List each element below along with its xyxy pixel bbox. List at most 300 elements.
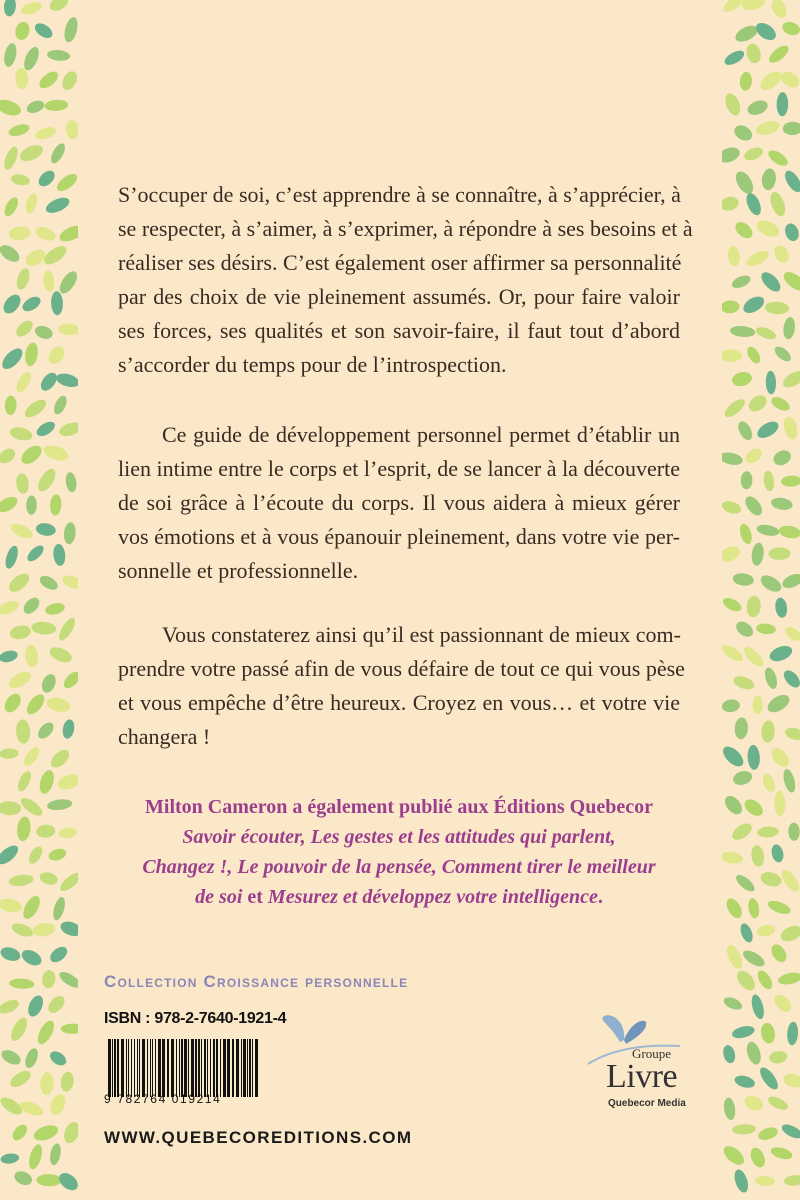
leaf-shape (733, 1074, 756, 1090)
leaf-shape (723, 896, 745, 921)
leaf-shape (34, 224, 58, 244)
leaf-shape (39, 672, 58, 695)
leaf-shape (748, 1146, 768, 1170)
leaf-shape (732, 1168, 751, 1194)
leaf-shape (58, 420, 78, 439)
leaf-shape (20, 294, 43, 314)
leaf-shape (54, 171, 78, 195)
leaf-shape (14, 267, 32, 292)
book-titles: Changez !, Le pouvoir de la pensée, Comment tirer le meilleur (142, 856, 656, 878)
leaf-shape (0, 291, 24, 316)
leaf-shape (753, 696, 763, 715)
leaf-shape (761, 772, 778, 794)
leaf-shape (722, 48, 746, 68)
barcode-bar (167, 1039, 169, 1097)
leaf-shape (750, 844, 765, 867)
leaf-shape (747, 745, 760, 771)
barcode-bar (243, 1039, 246, 1097)
barcode-bar (108, 1039, 111, 1097)
leaf-shape (47, 944, 70, 965)
leaf-shape (27, 1143, 45, 1171)
leaf-shape (722, 145, 742, 166)
leaf-shape (722, 793, 745, 818)
leaf-shape (18, 142, 46, 165)
leaf-shape (738, 522, 754, 545)
leaf-shape (8, 873, 34, 887)
leaf-shape (59, 69, 78, 93)
leaf-shape (12, 1169, 34, 1188)
leaf-shape (761, 168, 778, 192)
barcode-bar (134, 1039, 135, 1097)
leaf-shape (14, 370, 34, 395)
leaf-shape (45, 696, 71, 714)
leaf-shape (23, 1047, 41, 1070)
barcode-bar (137, 1039, 138, 1097)
leaf-shape (732, 219, 755, 242)
leaf-shape (52, 543, 66, 566)
leaf-border-right (722, 0, 800, 1200)
paragraph-line: lien intime entre le corps et l’esprit, de se lancer à la découverte (118, 456, 680, 481)
leaf-shape (744, 191, 764, 217)
barcode-bar (236, 1039, 239, 1097)
leaf-shape (781, 667, 800, 690)
barcode-bar (147, 1039, 148, 1097)
leaf-shape (25, 98, 46, 115)
leaf-shape (732, 169, 756, 197)
leaf-shape (59, 1071, 75, 1093)
leaf-shape (18, 1099, 45, 1119)
leaf-shape (742, 145, 764, 163)
leaf-shape (65, 472, 78, 493)
leaf-shape (754, 325, 777, 342)
leaf-shape (722, 995, 744, 1012)
barcode-bar (207, 1039, 208, 1097)
leaf-shape (722, 850, 744, 864)
leaf-shape (9, 978, 35, 990)
leaf-shape (758, 269, 784, 295)
leaf-shape (61, 1120, 78, 1146)
leaf-shape (722, 543, 742, 564)
leaf-shape (41, 969, 56, 989)
leaf-shape (51, 896, 67, 922)
leaf-shape (765, 691, 793, 716)
leaf-shape (755, 968, 775, 992)
leaf-shape (33, 324, 54, 341)
leaf-shape (48, 747, 73, 771)
leaf-shape (47, 644, 74, 665)
groupe-livre-logo (580, 1014, 710, 1114)
leaf-shape (46, 343, 68, 367)
leaf-shape (745, 98, 769, 118)
leaf-shape (0, 1152, 20, 1164)
leaf-shape (1, 145, 20, 172)
leaf-shape (42, 270, 55, 292)
barcode-bar (152, 1039, 153, 1097)
leaf-shape (745, 344, 763, 365)
leaf-shape (46, 798, 72, 811)
leaf-shape (754, 217, 782, 240)
barcode-bar (150, 1039, 151, 1097)
leaf-shape (0, 345, 26, 373)
leaf-shape (780, 571, 800, 591)
leaf-shape (778, 923, 800, 945)
leaf-shape (13, 20, 31, 41)
leaf-shape (727, 246, 741, 267)
website-url: WWW.QUEBECOREDITIONS.COM (104, 1128, 413, 1147)
leaf-shape (18, 442, 45, 467)
barcode-bar (117, 1039, 119, 1097)
leaf-shape (757, 68, 785, 94)
leaf-shape (36, 1174, 61, 1187)
leaf-shape (3, 544, 20, 570)
barcode-bar (223, 1039, 226, 1097)
barcode-bar (252, 1039, 253, 1097)
leaf-shape (740, 0, 767, 13)
leaf-shape (772, 344, 793, 364)
leaf-shape (722, 451, 744, 467)
leaf-shape (744, 42, 763, 65)
paragraph-line: de soi grâce à l’écoute du corps. Il vous aidera à mieux gérer (118, 490, 680, 515)
logo-livre: Livre (606, 1058, 678, 1095)
barcode-bar (181, 1039, 183, 1097)
leaf-shape (756, 623, 777, 635)
leaf-shape (781, 475, 800, 487)
leaf-shape (733, 872, 757, 894)
leaf-shape (0, 649, 19, 664)
leaf-shape (0, 748, 19, 760)
leaf-shape (776, 92, 788, 116)
leaf-shape (63, 522, 76, 545)
barcode-bar (241, 1039, 242, 1097)
leaf-shape (731, 370, 754, 388)
leaf-shape (770, 843, 785, 863)
barcode-bar (191, 1039, 194, 1097)
leaf-shape (722, 300, 740, 314)
leaf-shape (769, 1145, 793, 1161)
leaf-shape (742, 1093, 765, 1113)
leaf-shape (780, 368, 800, 391)
leaf-shape (786, 1021, 798, 1045)
collection-name: Collection Croissance personnelle (104, 972, 409, 991)
leaf-shape (781, 20, 800, 38)
leaf-shape (18, 795, 45, 819)
leaf-shape (757, 826, 779, 838)
paragraph-2 (118, 418, 680, 588)
leaf-shape (20, 893, 43, 921)
leaf-shape (771, 243, 792, 265)
leaf-shape (722, 1143, 747, 1169)
barcode-bar (158, 1039, 161, 1097)
leaf-shape (21, 745, 42, 769)
leaf-shape (768, 1050, 788, 1065)
leaf-shape (778, 524, 800, 540)
leaf-shape (744, 248, 771, 270)
leaf-shape (44, 99, 69, 112)
leaf-shape (57, 870, 78, 894)
leaf-shape (766, 43, 791, 66)
barcode-bar (131, 1039, 132, 1097)
leaf-shape (31, 621, 57, 636)
paragraph-1 (118, 178, 693, 382)
leaf-shape (1, 691, 24, 716)
leaf-shape (0, 897, 23, 915)
leaf-shape (743, 445, 765, 466)
leaf-shape (25, 993, 46, 1019)
leaf-shape (771, 991, 794, 1015)
leaf-shape (6, 669, 33, 691)
barcode-bar (232, 1039, 234, 1097)
leaf-shape (47, 1092, 68, 1117)
leaf-shape (779, 867, 800, 894)
leaf-shape (731, 1024, 756, 1040)
leaf-shape (58, 323, 78, 335)
barcode-bar (249, 1039, 251, 1097)
leaf-shape (740, 293, 766, 316)
paragraph-line: réaliser ses désirs. C’est également oser affirmer sa personnalité (118, 250, 682, 275)
barcode-bar (128, 1039, 129, 1097)
isbn: ISBN : 978-2-7640-1921-4 (104, 1010, 287, 1027)
leaf-shape (746, 392, 770, 415)
leaf-shape (778, 68, 800, 90)
leaf-shape (729, 820, 754, 843)
leaf-shape (761, 720, 776, 743)
leaf-shape (724, 943, 745, 971)
leaf-shape (26, 495, 37, 514)
barcode-bar (171, 1039, 174, 1097)
leaf-shape (732, 1124, 756, 1135)
leaf-shape (722, 499, 743, 516)
leaf-shape (742, 796, 766, 819)
also-published-heading: Milton Cameron a également publié aux Éditions Quebecor (145, 796, 653, 818)
leaf-shape (65, 119, 78, 140)
leaf-shape (0, 446, 18, 467)
leaf-shape (741, 947, 768, 969)
paragraph-line: par des choix de vie pleinement assumés. Or, pour faire valoir (118, 284, 680, 309)
leaf-shape (26, 844, 45, 866)
barcode-bar (162, 1039, 165, 1097)
leaf-shape (32, 20, 55, 41)
leaf-shape (731, 769, 753, 787)
leaf-shape (768, 745, 792, 770)
leaf-shape (8, 1068, 34, 1091)
leaf-shape (47, 0, 70, 14)
leaf-shape (7, 122, 31, 139)
paragraph-line: Ce guide de développement personnel permet d’établir un (162, 422, 680, 447)
leaf-shape (774, 791, 786, 817)
leaf-shape (61, 669, 78, 691)
leaf-shape (31, 921, 56, 938)
leaf-shape (10, 173, 31, 187)
leaf-shape (783, 1174, 800, 1187)
barcode-bar (142, 1039, 145, 1097)
book-title: de soi (195, 886, 243, 908)
leaf-shape (34, 125, 58, 142)
leaf-shape (0, 842, 21, 868)
leaf-shape (9, 521, 35, 541)
leaf-shape (730, 273, 752, 291)
leaf-shape (746, 595, 762, 618)
leaf-shape (739, 72, 753, 92)
leaf-shape (729, 325, 755, 338)
barcode-bar (139, 1039, 140, 1097)
leaf-shape (9, 624, 32, 641)
leaf-shape (62, 16, 78, 44)
leaf-shape (755, 1176, 776, 1187)
leaf-shape (24, 192, 39, 214)
paragraph-line: Vous constaterez ainsi qu’il est passionnant de mieux com- (162, 622, 681, 647)
leaf-shape (765, 301, 790, 315)
paragraph-line: s’accorder du temps pour de l’introspection. (118, 352, 507, 377)
leaf-shape (774, 597, 788, 619)
leaf-shape (0, 494, 20, 516)
barcode-bar (201, 1039, 202, 1097)
leaf-shape (783, 121, 800, 135)
leaf-shape (768, 547, 790, 560)
leaf-shape (0, 97, 23, 119)
leaf-shape (0, 1047, 23, 1067)
leaf-shape (21, 595, 43, 617)
barcode-digits: 9 782764 019214 (104, 1092, 222, 1106)
leaf-shape (48, 141, 68, 165)
leaf-shape (732, 674, 756, 692)
leaf-shape (37, 768, 56, 795)
paragraph-line: sonnelle et professionnelle. (118, 558, 359, 583)
leaf-shape (36, 68, 61, 91)
leaf-shape (769, 394, 792, 413)
leaf-shape (782, 168, 800, 195)
leaf-shape (34, 1018, 57, 1047)
leaf-shape (777, 971, 800, 987)
leaf-shape (35, 466, 59, 494)
leaf-shape (35, 522, 57, 537)
leaf-shape (788, 822, 800, 841)
conjunction: et (242, 886, 268, 908)
leaf-shape (781, 268, 800, 294)
leaf-shape (34, 419, 57, 439)
leaf-shape (6, 570, 32, 595)
leaf-shape (766, 147, 790, 168)
leaf-shape (765, 371, 776, 395)
leaf-shape (61, 718, 76, 739)
leaf-border-left (0, 0, 78, 1200)
leaf-shape (722, 91, 743, 117)
leaf-shape (750, 542, 765, 566)
also-published-titles-3 (118, 882, 680, 912)
leaf-shape (754, 119, 781, 138)
leaf-shape (733, 619, 756, 640)
paragraph-line: et vous empêche d’être heureux. Croyez en vous… et votre vie (118, 690, 680, 715)
leaf-shape (24, 342, 40, 367)
barcode-bar (155, 1039, 156, 1097)
leaf-shape (38, 870, 59, 886)
leaf-shape (780, 1122, 800, 1141)
leaf-shape (56, 268, 78, 296)
leaf-shape (38, 370, 60, 394)
leaf-shape (770, 496, 793, 511)
paragraph-line: changera ! (118, 724, 211, 749)
leaf-shape (40, 1072, 55, 1096)
leaf-shape (48, 1143, 62, 1167)
leaf-shape (60, 573, 78, 591)
leaf-shape (734, 967, 759, 993)
leaf-shape (37, 573, 60, 593)
leaf-shape (722, 396, 748, 420)
leaf-shape (766, 898, 792, 917)
barcode-bar (176, 1039, 177, 1097)
leaf-shape (42, 443, 71, 464)
barcode-bar (188, 1039, 189, 1097)
leaf-shape (755, 418, 782, 441)
leaf-shape (783, 624, 800, 643)
leaf-shape (734, 717, 749, 740)
leaf-shape (59, 919, 78, 939)
leaf-shape (8, 425, 33, 442)
leaf-shape (57, 222, 78, 244)
leaf-shape (0, 997, 21, 1016)
leaf-shape (766, 1094, 790, 1112)
leaf-shape (47, 1048, 68, 1068)
leaf-shape (782, 1072, 800, 1090)
barcode-bar (247, 1039, 248, 1097)
leaf-shape (36, 824, 56, 839)
leaf-shape (744, 1040, 763, 1066)
leaf-shape (3, 0, 17, 17)
barcode-bar (195, 1039, 197, 1097)
leaf-shape (47, 49, 71, 62)
leaf-shape (10, 921, 35, 940)
leaf-shape (722, 1044, 737, 1065)
leaf-shape (22, 396, 49, 420)
leaf-shape (759, 1022, 776, 1045)
leaf-shape (781, 768, 797, 794)
leaf-shape (758, 572, 784, 595)
barcode-bar (126, 1039, 127, 1097)
leaf-shape (759, 870, 783, 889)
leaf-shape (0, 599, 21, 618)
leaf-shape (771, 447, 794, 468)
leaf-shape (782, 316, 796, 339)
leaf-shape (747, 897, 761, 919)
leaf-shape (54, 371, 78, 389)
leaf-shape (19, 947, 44, 969)
barcode-bar (114, 1039, 116, 1097)
barcode-bar (121, 1039, 124, 1097)
leaf-shape (2, 195, 21, 218)
leaf-shape (782, 415, 800, 441)
leaf-shape (722, 195, 740, 213)
leaf-shape (8, 225, 31, 241)
leaf-shape (722, 698, 741, 713)
also-published-titles-2 (118, 852, 680, 882)
leaf-shape (58, 827, 77, 840)
leaf-shape (722, 595, 744, 614)
barcode-bar (204, 1039, 206, 1097)
paragraph-3 (118, 618, 685, 754)
leaf-shape (25, 543, 46, 564)
leaf-shape (20, 0, 44, 17)
leaf-shape (15, 473, 30, 495)
leaf-shape (23, 246, 49, 269)
leaf-shape (45, 993, 68, 1016)
leaf-shape (16, 816, 32, 842)
barcode-bar (255, 1039, 258, 1097)
leaf-shape (763, 666, 780, 690)
logo-quebecor-media: Quebecor Media (608, 1098, 686, 1109)
book-title: Mesurez et développez votre intelligence (267, 886, 598, 908)
leaf-shape (741, 644, 766, 670)
paragraph-line: vos émotions et à vous épanouir pleinement, dans votre vie per- (118, 524, 680, 549)
leaf-shape (49, 494, 62, 516)
